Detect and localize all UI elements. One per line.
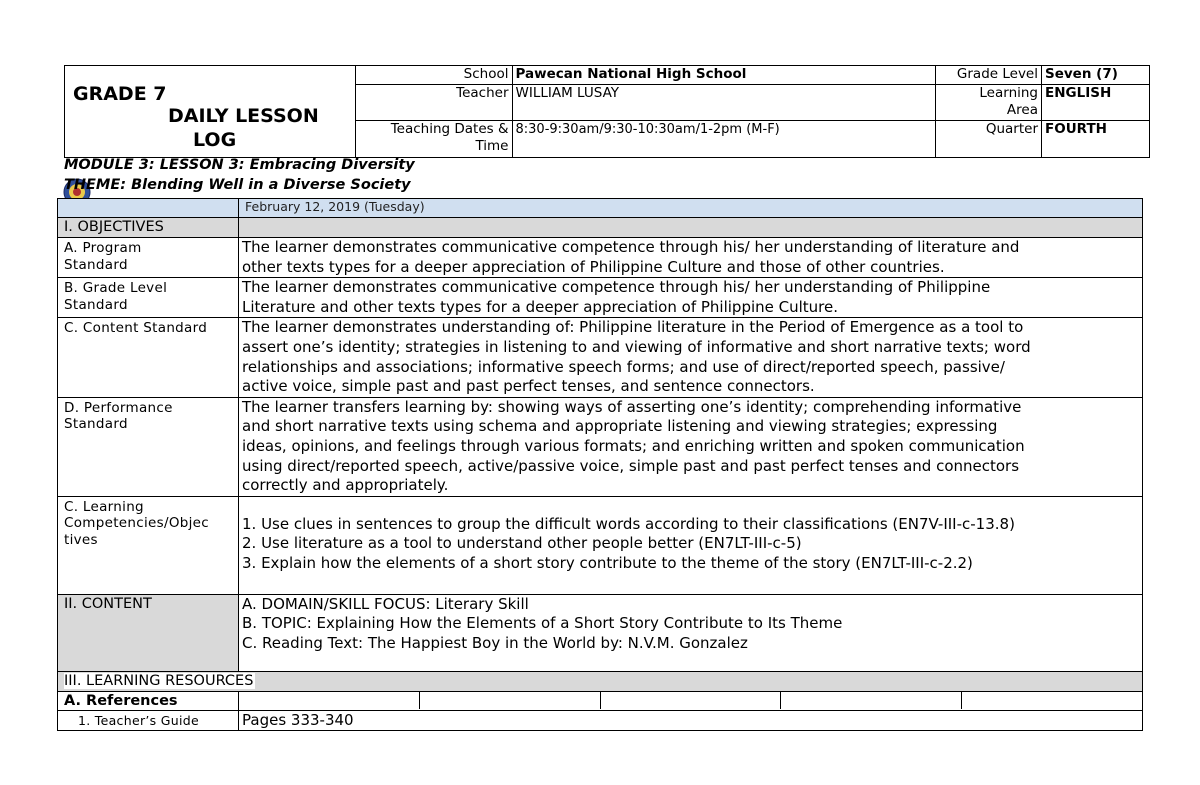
- objectives-heading: I. OBJECTIVES: [58, 218, 239, 238]
- title-log: LOG: [193, 129, 237, 151]
- content-heading: II. CONTENT: [58, 594, 239, 671]
- program-standard-label: [58, 238, 239, 278]
- teacher-label: Teacher: [355, 85, 512, 121]
- references-cell: [419, 692, 600, 709]
- title-grade: GRADE 7: [73, 83, 167, 105]
- references-cell: [780, 692, 961, 709]
- teaching-dates-label: [355, 121, 512, 158]
- references-cell: [961, 692, 1142, 709]
- competencies-label-3: tives: [64, 531, 98, 548]
- grade-standard-line-1: The learner demonstrates communicative competence through his/ her understanding of Philippine: [242, 278, 991, 297]
- teaching-dates-label-1: Teaching Dates &: [390, 121, 509, 137]
- performance-standard-text: [239, 397, 1143, 496]
- performance-standard-line-2: and short narrative texts using schema and appropriate listening and viewing strategies; expressing: [242, 417, 998, 436]
- quarter-value: FOURTH: [1042, 121, 1150, 158]
- objectives-heading-fill: [239, 218, 1143, 238]
- grade-standard-label-2: Standard: [64, 296, 128, 313]
- lesson-date: February 12, 2019 (Tuesday): [239, 199, 1143, 218]
- competencies-label-1: C. Learning: [64, 498, 144, 515]
- references-grid: [239, 691, 1143, 710]
- performance-standard-label-2: Standard: [64, 416, 128, 433]
- program-standard-line-1: The learner demonstrates communicative competence through his/ her understanding of literature and: [242, 238, 1020, 256]
- performance-standard-line-3: ideas, opinions, and feelings through various formats; and enriching written and spoken communication: [242, 436, 1025, 455]
- grade-standard-label: [58, 278, 239, 318]
- performance-standard-line-5: correctly and appropriately.: [242, 476, 449, 495]
- learning-area-label-1: Learning: [979, 85, 1038, 101]
- competency-item: 2. Use literature as a tool to understand other people better (EN7LT-III-c-5): [242, 534, 802, 553]
- school-value: Pawecan National High School: [512, 66, 936, 85]
- title-cell: [65, 66, 356, 158]
- resources-heading: [58, 671, 1143, 691]
- competencies-label-2: Competencies/Objec: [64, 515, 210, 532]
- references-cell: [600, 692, 781, 709]
- competency-item: 1. Use clues in sentences to group the difficult words according to their classifications (EN7V-III-c-13.8): [242, 514, 1015, 533]
- theme-title: THEME: Blending Well in a Diverse Society: [64, 177, 411, 193]
- grade-standard-label-1: B. Grade Level: [64, 280, 168, 297]
- date-label-cell: [58, 199, 239, 218]
- performance-standard-label: [58, 397, 239, 496]
- content-item: B. TOPIC: Explaining How the Elements of a Short Story Contribute to Its Theme: [242, 614, 843, 633]
- content-item: C. Reading Text: The Happiest Boy in the World by: N.V.M. Gonzalez: [242, 633, 748, 652]
- performance-standard-label-1: D. Performance: [64, 399, 173, 416]
- content-list: [239, 594, 1143, 671]
- grade-standard-text: [239, 278, 1143, 318]
- teachers-guide-value: Pages 333-340: [239, 710, 1143, 731]
- quarter-label: Quarter: [936, 121, 1042, 158]
- content-standard-line-1: The learner demonstrates understanding of: Philippine literature in the Period of Emergence as a tool to: [242, 318, 1024, 337]
- lesson-table: [57, 198, 1143, 731]
- competencies-list: [239, 496, 1143, 594]
- program-standard-text: [239, 238, 1143, 278]
- references-cell: [239, 692, 419, 709]
- header-table: [64, 65, 1150, 158]
- references-label: A. References: [58, 691, 239, 710]
- grade-standard-line-2: Literature and other texts types for a deeper appreciation of Philippine Culture.: [242, 297, 839, 316]
- content-standard-text: [239, 318, 1143, 397]
- performance-standard-line-1: The learner transfers learning by: showing ways of asserting one’s identity; comprehending informative: [242, 397, 1022, 416]
- program-standard-label-2: Standard: [64, 256, 128, 273]
- competency-item: 3. Explain how the elements of a short story contribute to the theme of the story (EN7LT-III-c-2.2): [242, 553, 973, 572]
- school-label: School: [355, 66, 512, 85]
- grade-level-value: Seven (7): [1042, 66, 1150, 85]
- content-standard-line-4: active voice, simple past and past perfect tenses, and sentence connectors.: [242, 377, 815, 396]
- program-standard-label-1: A. Program: [64, 240, 142, 256]
- title-daily-lesson: DAILY LESSON: [168, 105, 319, 127]
- content-standard-label: C. Content Standard: [58, 318, 239, 397]
- learning-area-label: [936, 85, 1042, 121]
- content-standard-line-3: relationships and associations; informative speech forms; and use of direct/reported speech, passive/: [242, 357, 1005, 376]
- learning-area-label-2: Area: [1006, 102, 1038, 118]
- teaching-dates-value: 8:30-9:30am/9:30-10:30am/1-2pm (M-F): [512, 121, 936, 158]
- resources-heading-text: III. LEARNING RESOURCES: [64, 672, 254, 689]
- competencies-label: [58, 496, 239, 594]
- teachers-guide-label: 1. Teacher’s Guide: [58, 710, 239, 731]
- learning-area-value: ENGLISH: [1042, 85, 1150, 121]
- content-standard-line-2: assert one’s identity; strategies in listening to and viewing of informative and short narrative texts; word: [242, 337, 1031, 356]
- teacher-value: WILLIAM LUSAY: [512, 85, 936, 121]
- teaching-dates-label-2: Time: [475, 138, 509, 154]
- performance-standard-line-4: using direct/reported speech, active/passive voice, simple past and past perfect tenses and connectors: [242, 456, 1020, 475]
- program-standard-line-2: other texts types for a deeper appreciation of Philippine Culture and those of other countries.: [242, 257, 945, 276]
- grade-level-label: Grade Level: [936, 66, 1042, 85]
- module-title: MODULE 3: LESSON 3: Embracing Diversity: [64, 157, 415, 173]
- content-item: A. DOMAIN/SKILL FOCUS: Literary Skill: [242, 594, 529, 613]
